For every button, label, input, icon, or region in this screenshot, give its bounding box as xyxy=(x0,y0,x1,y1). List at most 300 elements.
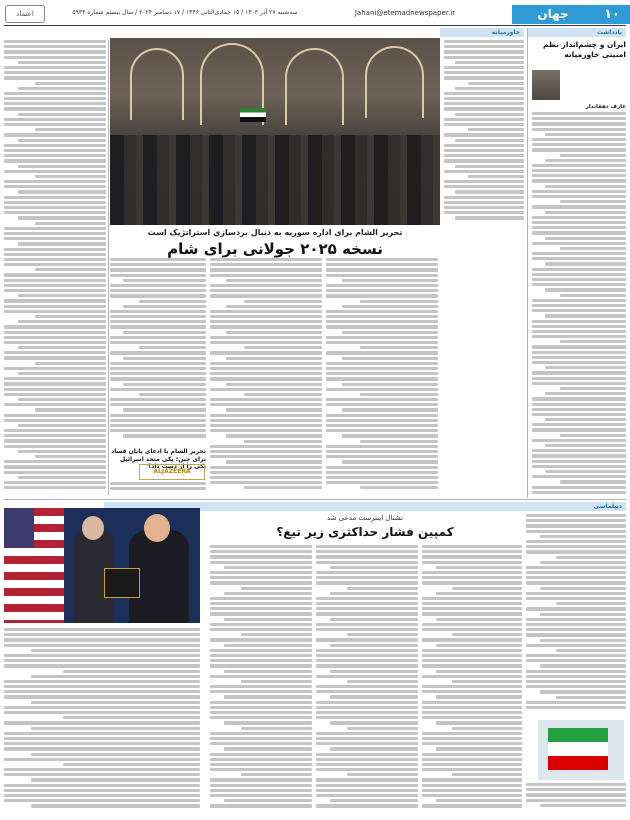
text-line xyxy=(4,465,106,468)
text-line xyxy=(316,550,418,553)
text-line xyxy=(210,341,322,344)
text-line xyxy=(560,200,626,203)
text-line xyxy=(4,284,106,287)
text-line xyxy=(326,284,438,287)
text-line xyxy=(18,216,106,219)
text-line xyxy=(342,408,438,411)
text-line xyxy=(326,336,438,339)
text-line xyxy=(4,737,200,740)
text-line xyxy=(422,628,522,631)
text-line xyxy=(224,566,312,569)
text-line xyxy=(326,481,438,484)
text-line xyxy=(4,92,106,95)
text-line xyxy=(31,675,200,678)
text-line xyxy=(422,742,522,745)
aljazeera-logo xyxy=(139,464,205,480)
text-line xyxy=(210,315,322,318)
text-line xyxy=(360,393,438,396)
text-line xyxy=(110,429,206,432)
bottom-story-headline[interactable]: کمپین فشار حداکثری زیر تیغ؟ xyxy=(276,525,454,539)
main-story-headline[interactable]: نسخه ۲۰۲۵ جولانی برای شام xyxy=(167,240,383,258)
text-line xyxy=(532,216,626,219)
text-line xyxy=(347,587,418,590)
text-line xyxy=(326,419,438,422)
column-divider xyxy=(108,40,109,495)
text-line xyxy=(444,133,524,136)
text-line xyxy=(326,320,438,323)
text-line xyxy=(422,649,522,652)
text-line xyxy=(526,701,626,704)
text-line xyxy=(444,118,524,121)
text-line xyxy=(210,597,312,600)
text-line xyxy=(4,253,106,256)
text-line xyxy=(532,195,626,198)
text-line xyxy=(4,159,106,162)
text-line xyxy=(532,330,626,333)
text-line xyxy=(244,346,322,349)
text-lines xyxy=(444,40,524,220)
text-line xyxy=(210,742,312,745)
flag-white-stripe xyxy=(548,742,608,756)
text-line xyxy=(532,428,626,431)
text-line xyxy=(4,227,106,230)
text-line xyxy=(4,654,200,657)
text-line xyxy=(422,602,522,605)
text-line xyxy=(4,633,200,636)
text-line xyxy=(330,799,418,802)
bottom-story-body-right xyxy=(526,783,626,813)
text-line xyxy=(422,555,522,558)
flag-icon xyxy=(240,108,266,122)
main-story-body-col xyxy=(110,482,206,497)
text-line xyxy=(540,561,626,564)
text-line xyxy=(326,274,438,277)
text-line xyxy=(444,45,524,48)
text-line xyxy=(455,113,524,116)
text-line xyxy=(110,258,206,261)
text-line xyxy=(110,372,206,375)
text-line xyxy=(326,445,438,448)
main-story-kicker: تحرير الشام براي اداره سوريه به دنبال بردسازي استراتژيک است xyxy=(147,228,403,237)
text-line xyxy=(4,434,106,437)
text-line xyxy=(316,753,418,756)
text-line xyxy=(110,351,206,354)
text-line xyxy=(532,221,626,224)
text-line xyxy=(63,670,200,673)
text-line xyxy=(210,794,312,797)
text-line xyxy=(4,310,106,313)
text-line xyxy=(422,545,522,548)
text-line xyxy=(422,768,522,771)
text-line xyxy=(210,429,322,432)
text-line xyxy=(444,66,524,69)
text-line xyxy=(4,232,106,235)
text-line xyxy=(4,237,106,240)
text-lines xyxy=(210,545,312,808)
text-line xyxy=(110,263,206,266)
pull-quote: تحریر الشام با ادعای پایان فساد برای چین؛ یکی متحد اسرائیل یکی را از دست داد؟ xyxy=(111,448,206,470)
text-line xyxy=(316,778,418,781)
text-line xyxy=(210,403,322,406)
text-line xyxy=(526,618,626,621)
text-line xyxy=(35,408,106,411)
text-line xyxy=(422,581,522,584)
text-line xyxy=(18,139,106,142)
text-line xyxy=(316,711,418,714)
text-line xyxy=(532,397,626,400)
text-line xyxy=(422,659,522,662)
text-lines xyxy=(210,258,322,489)
text-line xyxy=(526,799,626,802)
text-line xyxy=(526,644,626,647)
text-line xyxy=(316,602,418,605)
text-line xyxy=(326,398,438,401)
text-line xyxy=(560,294,626,297)
text-line xyxy=(224,618,312,621)
text-line xyxy=(4,76,106,79)
text-line xyxy=(110,325,206,328)
text-line xyxy=(210,550,312,553)
text-line xyxy=(4,638,200,641)
text-line xyxy=(4,773,200,776)
text-line xyxy=(556,602,626,605)
text-line xyxy=(316,690,418,693)
text-line xyxy=(226,383,322,386)
text-line xyxy=(4,258,106,261)
text-line xyxy=(210,638,312,641)
text-line xyxy=(4,170,106,173)
text-line xyxy=(316,638,418,641)
text-line xyxy=(532,179,626,182)
text-line xyxy=(210,424,322,427)
text-line xyxy=(422,576,522,579)
text-line xyxy=(422,607,522,610)
text-line xyxy=(210,310,322,313)
text-line xyxy=(545,444,626,447)
text-line xyxy=(226,357,322,360)
text-line xyxy=(526,706,626,709)
section-divider xyxy=(4,499,626,500)
text-line xyxy=(4,644,200,647)
text-line xyxy=(210,654,312,657)
text-line xyxy=(422,654,522,657)
text-line xyxy=(526,581,626,584)
text-line xyxy=(526,550,626,553)
text-line xyxy=(224,747,312,750)
text-line xyxy=(444,71,524,74)
text-line xyxy=(210,284,322,287)
text-line xyxy=(4,393,106,396)
text-lines xyxy=(4,628,200,808)
text-line xyxy=(436,644,522,647)
text-line xyxy=(532,278,626,281)
dateline: سه‌شنبه ۲۷ آذر ۱۴۰۳ / ۱۵ جمادی‌الثانی ۱۴۴۶ / ۱۷ دسامبر ۲۰۲۴ / سال بیستم شماره ۵۹۳۴ xyxy=(72,9,298,16)
text-line xyxy=(532,413,626,416)
text-line xyxy=(18,424,106,427)
text-line xyxy=(444,123,524,126)
text-line xyxy=(4,289,106,292)
text-line xyxy=(316,763,418,766)
text-line xyxy=(526,675,626,678)
text-line xyxy=(444,211,524,214)
text-line xyxy=(422,778,522,781)
text-line xyxy=(326,450,438,453)
text-line xyxy=(210,274,322,277)
text-line xyxy=(326,341,438,344)
text-line xyxy=(4,107,106,110)
text-line xyxy=(532,128,626,131)
text-line xyxy=(444,76,524,79)
text-line xyxy=(4,154,106,157)
text-line xyxy=(326,476,438,479)
text-line xyxy=(347,680,418,683)
text-line xyxy=(526,592,626,595)
text-line xyxy=(210,701,312,704)
text-line xyxy=(540,535,626,538)
text-line xyxy=(532,475,626,478)
text-line xyxy=(123,305,206,308)
text-line xyxy=(4,429,106,432)
text-line xyxy=(18,113,106,116)
text-line xyxy=(532,231,626,234)
text-line xyxy=(545,237,626,240)
text-line xyxy=(422,716,522,719)
text-line xyxy=(526,685,626,688)
text-line xyxy=(4,377,106,380)
text-line xyxy=(526,788,626,791)
text-line xyxy=(532,242,626,245)
text-line xyxy=(347,773,418,776)
text-line xyxy=(444,170,524,173)
text-line xyxy=(31,804,200,807)
text-line xyxy=(241,680,312,683)
column-divider xyxy=(527,28,528,498)
text-line xyxy=(210,602,312,605)
text-line xyxy=(4,325,106,328)
text-line xyxy=(316,758,418,761)
text-line xyxy=(360,346,438,349)
text-line xyxy=(526,783,626,786)
text-line xyxy=(110,403,206,406)
text-line xyxy=(4,732,200,735)
text-line xyxy=(210,664,312,667)
text-line xyxy=(526,607,626,610)
text-line xyxy=(241,727,312,730)
text-line xyxy=(532,122,626,125)
text-line xyxy=(4,133,106,136)
text-line xyxy=(545,470,626,473)
text-line xyxy=(123,357,206,360)
text-line xyxy=(110,424,206,427)
text-line xyxy=(326,455,438,458)
text-line xyxy=(123,434,206,437)
text-line xyxy=(316,784,418,787)
text-line xyxy=(110,362,206,365)
text-line xyxy=(316,545,418,548)
text-line xyxy=(526,545,626,548)
text-lines xyxy=(316,545,418,808)
text-line xyxy=(532,361,626,364)
text-line xyxy=(4,768,200,771)
text-line xyxy=(545,159,626,162)
text-line xyxy=(326,289,438,292)
text-line xyxy=(532,449,626,452)
text-line xyxy=(436,618,522,621)
text-line xyxy=(4,211,106,214)
text-line xyxy=(316,675,418,678)
text-lines xyxy=(526,514,626,709)
text-line xyxy=(110,284,206,287)
text-line xyxy=(316,701,418,704)
text-line xyxy=(342,460,438,463)
text-line xyxy=(4,144,106,147)
text-line xyxy=(210,362,322,365)
text-line xyxy=(532,377,626,380)
text-line xyxy=(210,571,312,574)
text-line xyxy=(316,612,418,615)
text-line xyxy=(532,273,626,276)
text-line xyxy=(347,633,418,636)
text-line xyxy=(545,366,626,369)
text-line xyxy=(452,587,522,590)
text-line xyxy=(468,128,524,131)
text-lines xyxy=(4,40,106,489)
text-line xyxy=(455,165,524,168)
text-line xyxy=(224,592,312,595)
text-line xyxy=(532,226,626,229)
text-lines xyxy=(110,258,206,438)
bottom-story-kicker: نشنال اینترست مدعی شد xyxy=(327,514,403,522)
text-line xyxy=(326,471,438,474)
header-divider xyxy=(4,25,626,26)
text-line xyxy=(540,587,626,590)
text-line xyxy=(4,685,200,688)
text-line xyxy=(545,185,626,188)
text-line xyxy=(545,288,626,291)
text-line xyxy=(444,159,524,162)
text-line xyxy=(110,341,206,344)
text-line xyxy=(210,758,312,761)
bottom-story-body-col xyxy=(422,545,522,815)
text-line xyxy=(210,268,322,271)
text-line xyxy=(210,388,322,391)
text-line xyxy=(35,455,106,458)
text-line xyxy=(4,263,106,266)
text-line xyxy=(444,107,524,110)
text-line xyxy=(210,628,312,631)
text-line xyxy=(360,486,438,489)
text-line xyxy=(210,659,312,662)
text-line xyxy=(326,388,438,391)
text-line xyxy=(226,305,322,308)
text-line xyxy=(526,530,626,533)
text-line xyxy=(540,639,626,642)
text-line xyxy=(110,320,206,323)
text-line xyxy=(4,50,106,53)
text-line xyxy=(330,618,418,621)
text-line xyxy=(422,706,522,709)
text-line xyxy=(526,524,626,527)
text-line xyxy=(532,356,626,359)
text-line xyxy=(210,612,312,615)
text-line xyxy=(210,607,312,610)
text-line xyxy=(4,789,200,792)
text-line xyxy=(210,336,322,339)
text-line xyxy=(526,514,626,517)
text-line xyxy=(342,331,438,334)
text-line xyxy=(4,721,200,724)
text-line xyxy=(316,685,418,688)
face xyxy=(144,514,170,542)
text-line xyxy=(4,336,106,339)
text-line xyxy=(526,633,626,636)
text-line xyxy=(422,664,522,667)
text-line xyxy=(532,304,626,307)
text-line xyxy=(63,763,200,766)
text-line xyxy=(210,450,322,453)
text-line xyxy=(532,138,626,141)
text-line xyxy=(4,201,106,204)
text-line xyxy=(35,268,106,271)
text-line xyxy=(110,388,206,391)
text-line xyxy=(4,40,106,43)
mosque-arch xyxy=(365,46,424,118)
text-line xyxy=(326,294,438,297)
text-line xyxy=(241,633,312,636)
text-line xyxy=(210,804,312,807)
text-line xyxy=(110,487,206,490)
text-line xyxy=(210,675,312,678)
text-line xyxy=(210,445,322,448)
text-line xyxy=(532,454,626,457)
text-lines xyxy=(110,482,206,490)
text-line xyxy=(18,242,106,245)
text-line xyxy=(110,377,206,380)
text-line xyxy=(31,649,200,652)
text-line xyxy=(35,128,106,131)
text-line xyxy=(210,377,322,380)
text-line xyxy=(210,471,322,474)
text-line xyxy=(4,56,106,59)
text-line xyxy=(4,351,106,354)
text-line xyxy=(326,367,438,370)
text-line xyxy=(526,670,626,673)
text-line xyxy=(532,205,626,208)
text-line xyxy=(422,685,522,688)
text-line xyxy=(4,439,106,442)
text-line xyxy=(316,737,418,740)
text-line xyxy=(545,392,626,395)
text-line xyxy=(526,659,626,662)
text-line xyxy=(326,377,438,380)
text-line xyxy=(540,690,626,693)
text-line xyxy=(139,300,206,303)
text-line xyxy=(316,555,418,558)
text-line xyxy=(4,481,106,484)
text-line xyxy=(444,206,524,209)
section-email[interactable]: Jahani@etemadnewspaper.ir xyxy=(354,9,456,17)
text-line xyxy=(224,644,312,647)
text-line xyxy=(342,357,438,360)
text-line xyxy=(540,804,626,807)
text-line xyxy=(110,398,206,401)
text-line xyxy=(545,314,626,317)
text-line xyxy=(110,274,206,277)
text-line xyxy=(326,466,438,469)
text-line xyxy=(455,216,524,219)
text-line xyxy=(545,418,626,421)
text-line xyxy=(532,491,626,494)
